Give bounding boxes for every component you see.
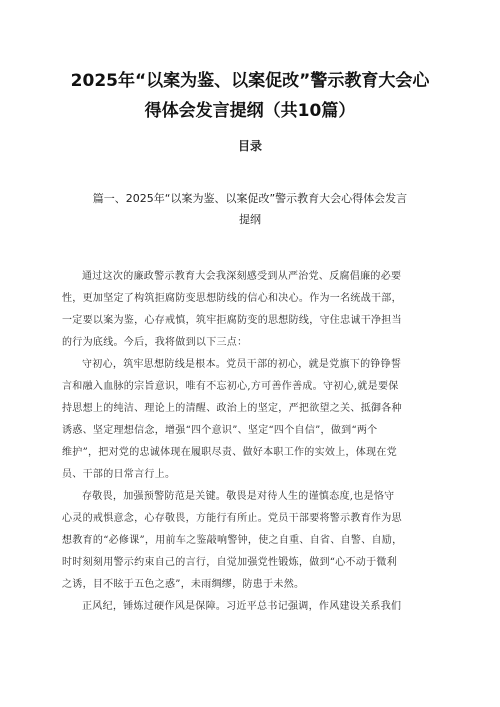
text-line: 之诱，目不眩于五色之惑”，未雨绸缪，防患于未然。: [62, 579, 305, 590]
text-line: 持思想上的纯洁、理论上的清醒、政治上的坚定，严把欲望之关、抵御各种: [62, 403, 402, 414]
document-title-line: 2025年“以案为鉴、以案促改”警示教育大会心: [70, 71, 430, 91]
document-title: [40, 66, 460, 126]
toc-entry-1[interactable]: [60, 188, 440, 230]
text-line: 一定要以案为鉴，心存戒慎，筑牢拒腐防变的思想防线，守住忠诚干净担当: [62, 315, 402, 326]
text-line: 存敬畏，加强预警防范是关键。敬畏是对待人生的谨慎态度,也是恪守: [82, 491, 395, 502]
text-line: 正风纪，锤炼过硬作风是保障。习近平总书记强调，作风建设关系我们: [82, 601, 402, 612]
paragraph-3: [62, 486, 450, 596]
text-line: 言和融入血脉的宗旨意识，唯有不忘初心,方可善作善成。守初心,就是要保: [62, 381, 399, 392]
text-line: 员、干部的日常言行上。: [62, 469, 176, 480]
text-line: 心灵的戒惧意念，心存敬畏，方能行有所止。党员干部要将警示教育作为思: [62, 513, 402, 524]
text-line: 通过这次的廉政警示教育大会我深刻感受到从严治党、反腐倡廉的必要: [82, 271, 402, 282]
text-line: 的行为底线。今后，我将做到以下三点：: [62, 337, 248, 348]
text-line: 维护”，把对党的忠诚体现在履职尽责、做好本职工作的实效上，体现在党: [62, 447, 398, 458]
text-line: 想教育的“必修课”，用前车之鉴敲响警钟，使之自重、自省、自警、自励，: [62, 535, 403, 546]
text-line: 诱惑、坚定理想信念，增强“四个意识”、坚定“四个自信”，做到“两个: [62, 425, 378, 436]
paragraph-4: [62, 596, 450, 618]
paragraph-1: [62, 266, 450, 354]
toc-heading: 目录: [237, 139, 262, 153]
text-line: 时时刻刻用警示约束自己的言行，自觉加强党性锻炼，做到“心不动于微利: [62, 557, 398, 568]
toc-entry-line: 提纲: [239, 213, 261, 226]
text-line: 守初心，筑牢思想防线是根本。党员干部的初心，就是党旗下的铮铮誓: [82, 359, 402, 370]
toc-entry-line: 篇一、2025年“以案为鉴、以案促改”警示教育大会心得体会发言: [92, 192, 408, 205]
body-text: [62, 266, 450, 618]
text-line: 性，更加坚定了构筑拒腐防变思想防线的信心和决心。作为一名统战干部，: [62, 293, 402, 304]
document-title-line: 得体会发言提纲（共10篇）: [144, 101, 356, 121]
paragraph-2: [62, 354, 450, 486]
